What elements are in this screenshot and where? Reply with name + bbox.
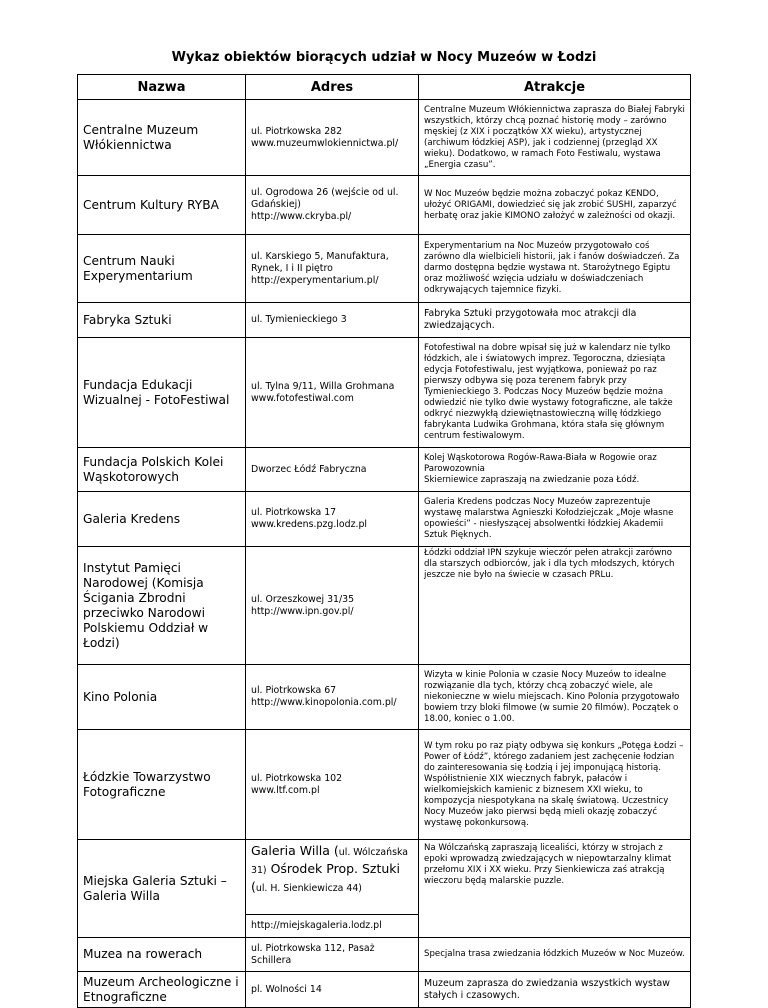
row-name: Instytut Pamięci Narodowej (Komisja Ścigania Zbrodni przeciwko Narodowi Polskiemu Oddział w Łodzi) (78, 547, 246, 665)
table-row (78, 840, 691, 915)
row-name: Kino Polonia (78, 665, 246, 730)
header-attractions: Atrakcje (419, 75, 691, 100)
address-url[interactable]: www.muzeumwlokiennictwa.pl/ (251, 137, 399, 149)
table-row (78, 492, 691, 547)
address-street: ul. Tymienieckiego 3 (251, 314, 347, 325)
address-street: ul. Piotrkowska 112, Pasaż Schillera (251, 942, 375, 966)
table-row (78, 547, 691, 665)
address-street: ul. Piotrkowska 17 (251, 507, 337, 518)
address-place: Ośrodek Prop. Sztuki ( (251, 861, 401, 894)
row-name: Miejska Galeria Sztuki – Galeria Willa (78, 840, 246, 938)
row-address (246, 938, 419, 972)
row-attractions: Fotofestiwal na dobre wpisał się już w kalendarz nie tylko łódzkich, ale i światowych imprez. Tegoroczna, dziesiąta edycja Fotofestiwalu, jest wyjątkowa, ponieważ po raz pierwszy odbywa się poza terenem fabryk przy Tymienieckiego 3. Podczas Nocy Muzeów będzie można odwiedzić nie tylko dwie wystawy fotograficzne, ale także odkryć niezwykłą dziewiętnastowieczną willę łódzkiego fabrykanta Ludwika Grohmana, która stała się głównym centrum festiwalowym. (419, 338, 691, 448)
row-attractions: Experymentarium na Noc Muzeów przygotowało coś zarówno dla wielbicieli historii, jak i fanów doświadczeń. Za darmo dostępna będzie wystawa nt. Starożytnego Egiptu oraz możliwość wzięcia udziału w doświadczeniach odkrywających tajemnice fizyki. (419, 235, 691, 303)
row-address (246, 840, 419, 915)
row-address (246, 730, 419, 840)
address-street: ul. H. Sienkiewicza 44) (255, 883, 362, 894)
row-attractions: Łódzki oddział IPN szykuje wieczór pełen atrakcji zarówno dla starszych odbiorców, jak i dla tych młodszych, których jeszcze nie było na świecie w czasach PRLu. (419, 547, 691, 665)
row-address (246, 235, 419, 303)
address-url[interactable]: http://www.kinopolonia.com.pl/ (251, 697, 397, 708)
row-attractions: Wizyta w kinie Polonia w czasie Nocy Muzeów to idealne rozwiązanie dla tych, którzy chcą zobaczyć wiele, ale niekonieczne w wielu miejscach. Kino Polonia przygotowało bowiem trzy bloki filmowe (w sumie 20 filmów). Początek o 18.00, koniec o 1.00. (419, 665, 691, 730)
row-address (246, 303, 419, 338)
row-attractions: Galeria Kredens podczas Nocy Muzeów zaprezentuje wystawę malarstwa Agnieszki Kołodziejczak „Moje własne opowieści” - niesłyszącej absolwentki łódzkiej Akademii Sztuk Pięknych. (419, 492, 691, 547)
row-name: Centralne Muzeum Włókiennictwa (78, 100, 246, 176)
address-url[interactable]: http://miejskagaleria.lodz.pl (246, 914, 419, 937)
row-name: Muzea na rowerach (78, 938, 246, 972)
row-name: Centrum Nauki Experymentarium (78, 235, 246, 303)
address-street: ul. Piotrkowska 102 (251, 772, 343, 784)
address-street: pl. Wolności 14 (251, 983, 322, 995)
address-street: Dworzec Łódź Fabryczna (251, 463, 367, 475)
address-url[interactable]: www.fotofestiwal.com (251, 392, 354, 404)
table-row (78, 303, 691, 338)
row-attractions: Fabryka Sztuki przygotowała moc atrakcji dla zwiedzających. (419, 303, 691, 338)
row-attractions: Specjalna trasa zwiedzania łódzkich Muzeów w Noc Muzeów. (419, 938, 691, 972)
header-address: Adres (246, 75, 419, 100)
address-url[interactable]: www.ltf.com.pl (251, 784, 320, 796)
address-url[interactable]: http://www.ipn.gov.pl/ (251, 605, 354, 617)
header-name: Nazwa (78, 75, 246, 100)
row-attractions: W tym roku po raz piąty odbywa się konkurs „Potęga Łodzi – Power of Łódź”, którego zadaniem jest zachęcenie łodzian do zainteresowania się Łodzią i jej imponującą historią. Współistnienie XIX wiecznych fabryk, pałaców i wielkomiejskich kamienic z biznesem XXI wieku, to kompozycja niespotykana na skalę światową. Uczestnicy Nocy Muzeów jako pierwsi będą mieli okazję zobaczyć wystawę pokonkursową. (419, 730, 691, 840)
row-attractions: W Noc Muzeów będzie można zobaczyć pokaz KENDO, ułożyć ORIGAMI, dowiedzieć się jak zrobić SUSHI, zaparzyć herbatę oraz jakie KIMONO założyć w zależności od okazji. (419, 176, 691, 235)
address-url[interactable]: www.kredens.pzg.lodz.pl (251, 519, 368, 530)
table-row (78, 338, 691, 448)
address-place: Galeria Willa ( (251, 843, 339, 858)
address-street: ul. Orzeszkowej 31/35 (251, 593, 355, 605)
row-address (246, 448, 419, 492)
address-url[interactable]: http://experymentarium.pl/ (251, 274, 379, 286)
address-street: ul. Karskiego 5, Manufaktura, Rynek, I i II piętro (251, 250, 389, 274)
address-street: ul. Wólczańska 31) (251, 847, 409, 876)
row-attractions: Centralne Muzeum Włókiennictwa zaprasza do Białej Fabryki wszystkich, którzy chcą poznać historię mody – zarówno męskiej (z XIX i początków XX wieku), artystycznej (archiwum łódzkiej ASP), jak i codziennej (przegląd XX wieku). Dodatkowo, w ramach Foto Festiwalu, wystawa „Energia czasu”. (419, 100, 691, 176)
header-row (78, 75, 691, 100)
address-url[interactable]: http://www.ckryba.pl/ (251, 211, 352, 222)
row-name: Muzeum Archeologiczne i Etnograficzne (78, 972, 246, 1008)
table-row (78, 176, 691, 235)
row-address (246, 176, 419, 235)
page-title: Wykaz obiektów biorących udział w Nocy Muzeów w Łodzi (171, 50, 597, 65)
address-street: ul. Ogrodowa 26 (wejście od ul. Gdańskiej) (251, 187, 399, 210)
row-name: Galeria Kredens (78, 492, 246, 547)
address-street: ul. Piotrkowska 67 (251, 685, 337, 696)
row-name: Fabryka Sztuki (78, 303, 246, 338)
row-name: Fundacja Edukacji Wizualnej - FotoFestiwal (78, 338, 246, 448)
row-attractions (419, 448, 691, 492)
row-attractions: Muzeum zaprasza do zwiedzania wszystkich wystaw stałych i czasowych. (419, 972, 691, 1008)
row-address (246, 338, 419, 448)
row-address (246, 547, 419, 665)
address-street: ul. Tylna 9/11, Willa Grohmana (251, 380, 395, 392)
row-name: Fundacja Polskich Kolei Wąskotorowych (78, 448, 246, 492)
row-address (246, 100, 419, 176)
address-street: ul. Piotrkowska 282 (251, 125, 343, 137)
table-row (78, 730, 691, 840)
attractions-line: Kolej Wąskotorowa Rogów-Rawa-Biała w Rogowie oraz Parowozownia (424, 453, 657, 474)
row-address (246, 492, 419, 547)
row-address (246, 972, 419, 1008)
row-name: Łódzkie Towarzystwo Fotograficzne (78, 730, 246, 840)
row-attractions: Na Wólczańską zapraszają licealiści, którzy w strojach z epoki wprowadzą zwiedzających w niepowtarzalny klimat przełomu XIX i XX wieku. Przy Sienkiewicza zaś atrakcją wieczoru będą malarskie puzzle. (419, 840, 691, 938)
table-row (78, 448, 691, 492)
attractions-line: Skierniewice zapraszają na zwiedzanie poza Łódź. (424, 475, 640, 485)
table-row (78, 972, 691, 1008)
museum-table (77, 74, 691, 1008)
row-address (246, 665, 419, 730)
table-row (78, 235, 691, 303)
row-name: Centrum Kultury RYBA (78, 176, 246, 235)
table-row (78, 938, 691, 972)
table-row (78, 665, 691, 730)
table-row (78, 100, 691, 176)
